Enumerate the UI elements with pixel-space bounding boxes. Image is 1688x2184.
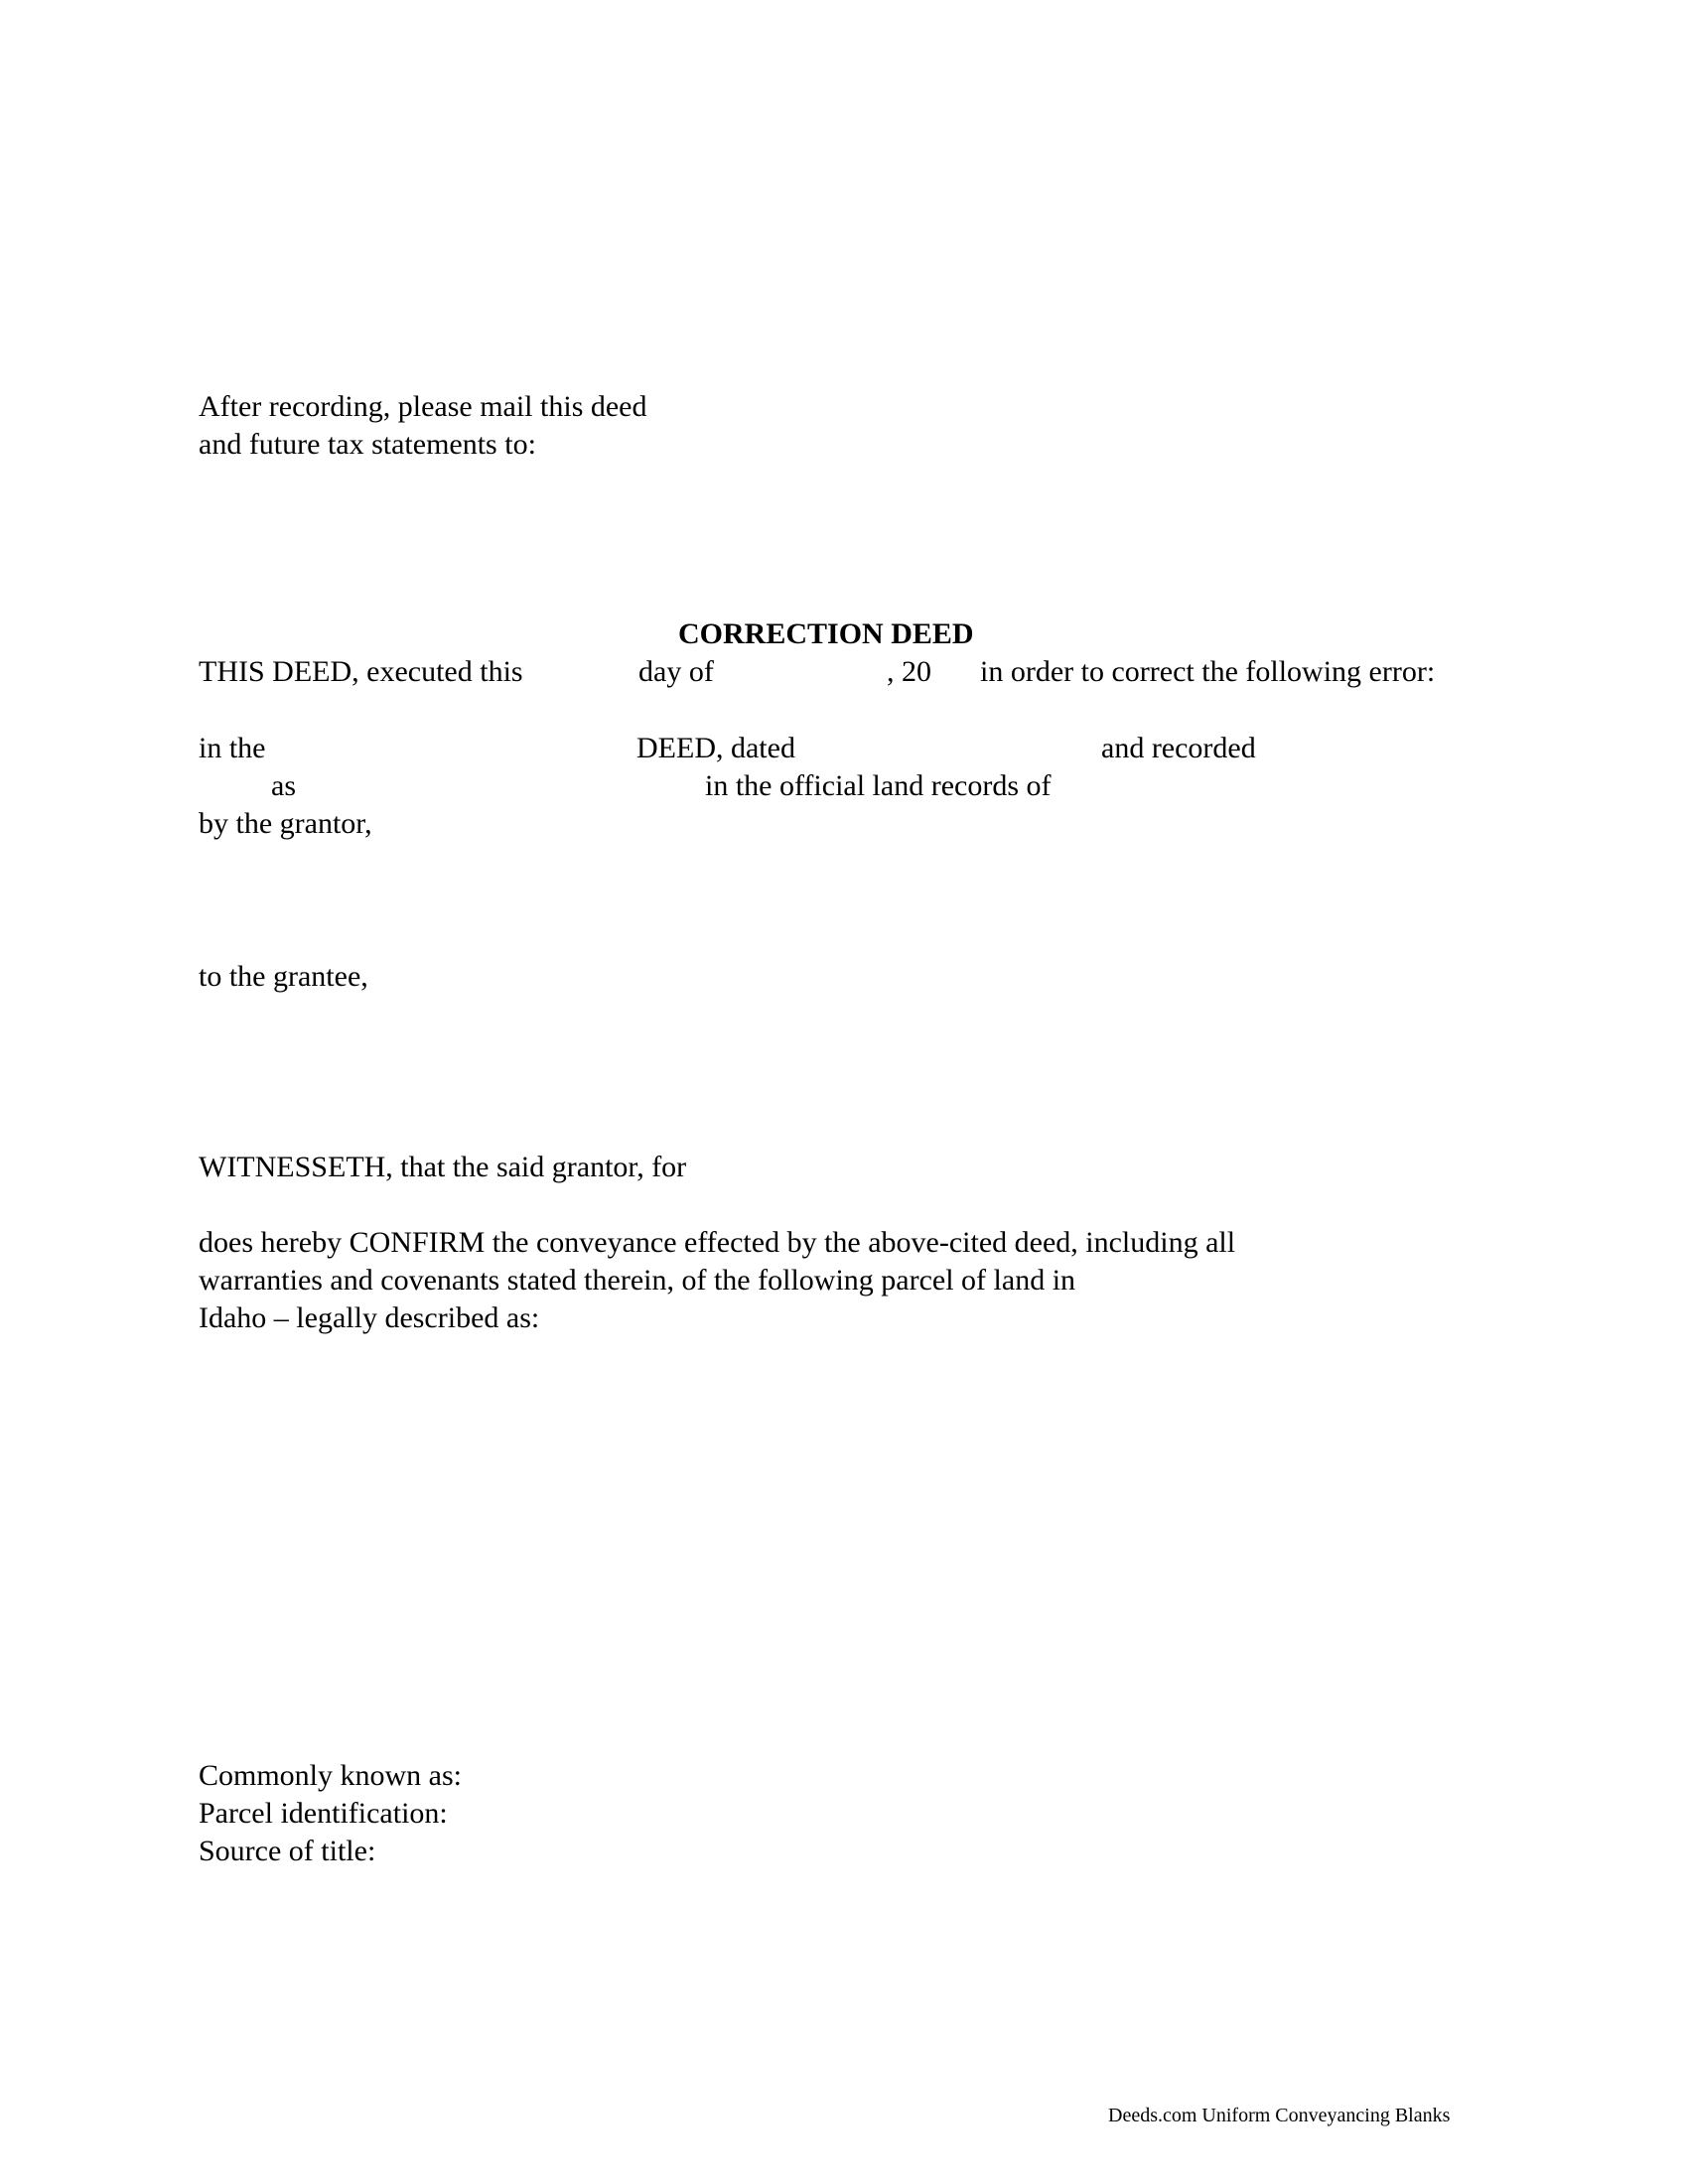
witnesseth-line: WITNESSETH, that the said grantor, for — [199, 1151, 687, 1183]
confirm-line-1: does hereby CONFIRM the conveyance effected by the above-cited deed, including all — [199, 1226, 1236, 1259]
execution-purpose: in order to correct the following error: — [980, 655, 1436, 688]
confirm-line-2: warranties and covenants stated therein, of the following parcel of land in — [199, 1264, 1076, 1297]
source-of-title-label: Source of title: — [199, 1835, 376, 1867]
prior-deed-official-records: in the official land records of — [705, 769, 1052, 802]
mailing-instruction-line-2: and future tax statements to: — [199, 428, 536, 461]
prior-deed-and-recorded: and recorded — [1101, 732, 1256, 764]
parcel-identification-label: Parcel identification: — [199, 1797, 448, 1830]
footer-brand: Deeds.com Uniform Conveyancing Blanks — [1108, 2105, 1451, 2126]
execution-intro: THIS DEED, executed this — [199, 655, 523, 688]
prior-deed-as: as — [271, 769, 296, 802]
prior-deed-by-grantor: by the grantor, — [199, 807, 372, 840]
grantee-line: to the grantee, — [199, 960, 368, 993]
commonly-known-as-label: Commonly known as: — [199, 1759, 463, 1792]
confirm-line-3: Idaho – legally described as: — [199, 1301, 540, 1334]
prior-deed-in-the: in the — [199, 732, 266, 764]
mailing-instruction-line-1: After recording, please mail this deed — [199, 390, 647, 423]
execution-year: , 20 — [887, 655, 931, 688]
execution-day-of: day of — [638, 655, 714, 688]
document-title: CORRECTION DEED — [678, 617, 974, 650]
prior-deed-dated: DEED, dated — [636, 732, 795, 764]
